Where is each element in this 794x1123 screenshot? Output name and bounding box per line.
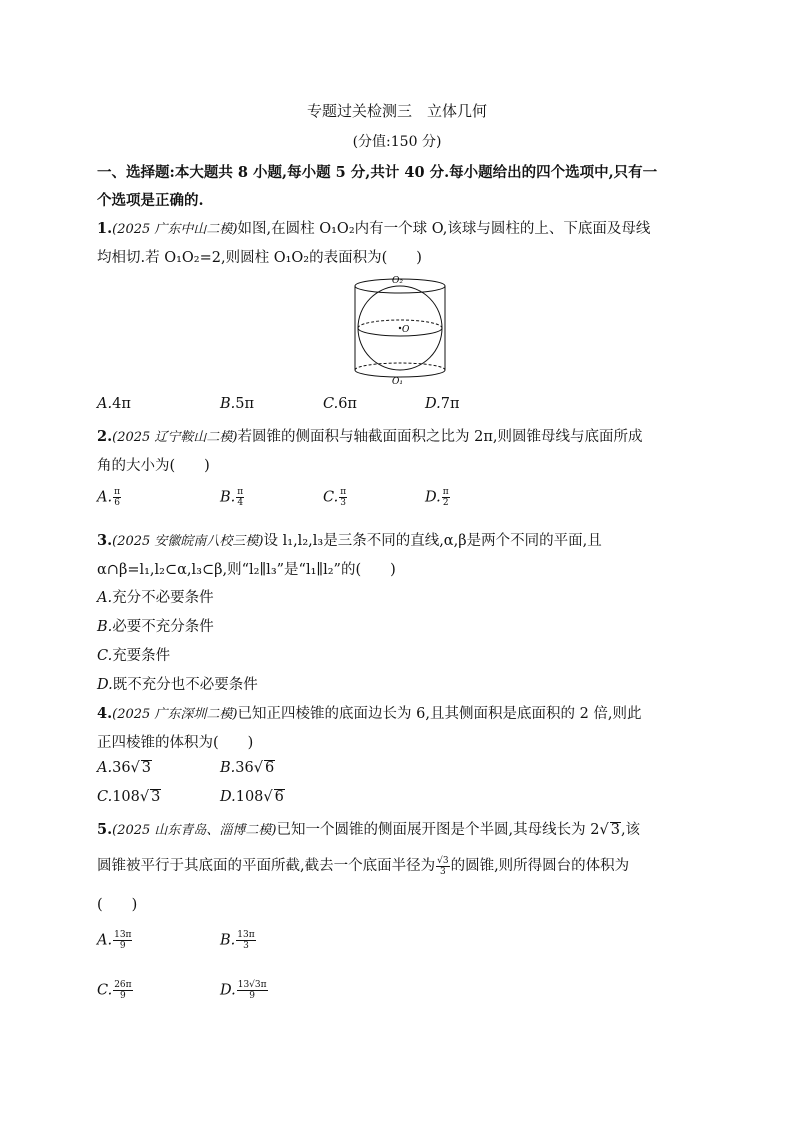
page-subtitle: (分值:150 分) [352, 134, 442, 150]
q2-source: (2025 辽宁鞍山二模) [112, 430, 238, 445]
q2-line2: 角的大小为( ) [97, 458, 210, 474]
label-o: O [402, 325, 410, 335]
q4-option-a[interactable]: A.36√ 3 [97, 760, 152, 776]
q1-text1: 如图,在圆柱 O₁O₂内有一个球 O,该球与圆柱的上、下底面及母线 [237, 221, 651, 237]
cylinder-sphere-figure [350, 270, 450, 388]
q3-option-a[interactable]: A.充分不必要条件 [97, 590, 214, 606]
q2-option-c[interactable]: C. $\frac{\pi}{3}$ [323, 487, 347, 508]
q2-number: 2. [97, 428, 113, 445]
q4-number: 4. [97, 705, 113, 722]
q4-option-c[interactable]: C.108√ 3 [97, 789, 161, 805]
q2-line1 [97, 425, 643, 446]
q5-option-a[interactable]: A. $\frac{13\pi}{9}$ [97, 930, 132, 951]
q1-option-b[interactable]: B.5π [220, 396, 255, 412]
q3-text1: 设 l₁,l₂,l₃是三条不同的直线,α,β是两个不同的平面,且 [263, 533, 602, 549]
q3-option-d[interactable]: D.既不充分也不必要条件 [97, 677, 258, 693]
q5-source: (2025 山东青岛、淄博二模) [112, 823, 277, 838]
section-heading-line2: 个选项是正确的. [97, 192, 204, 209]
q5-option-d[interactable]: D. $\frac{13√3\pi}{9}$ [220, 980, 267, 1001]
q5-line1: 5.(2025 山东青岛、淄博二模)已知一个圆锥的侧面展开图是个半圆,其母线长为 2√ 3,该 [97, 821, 641, 838]
q3-option-b[interactable]: B.必要不充分条件 [97, 619, 214, 635]
q1-number: 1. [97, 220, 113, 237]
section-heading-line1: 一、选择题:本大题共 8 小题,每小题 5 分,共计 40 分.每小题给出的四个选项中,只有一 [97, 164, 658, 181]
q4-text1: 已知正四棱锥的底面边长为 6,且其侧面积是底面积的 2 倍,则此 [237, 706, 642, 722]
cylinder-sphere-svg [350, 270, 450, 388]
q3-source: (2025 安徽皖南八校三模) [112, 534, 264, 549]
q5-option-b[interactable]: B. $\frac{13\pi}{3}$ [220, 930, 255, 951]
q1-option-c[interactable]: C.6π [323, 396, 357, 412]
q4-option-d[interactable]: D.108√ 6 [220, 789, 284, 805]
page-title: 专题过关检测三 立体几何 [306, 102, 487, 120]
q2-option-b[interactable]: B. $\frac{\pi}{4}$ [220, 487, 244, 508]
q4-line2: 正四棱锥的体积为( ) [97, 735, 254, 751]
q1-line2: 均相切.若 O₁O₂=2,则圆柱 O₁O₂的表面积为( ) [97, 250, 422, 266]
q1-option-d[interactable]: D.7π [425, 396, 460, 412]
q1-source: (2025 广东中山二模) [112, 222, 238, 237]
q1-line1 [97, 217, 650, 238]
q2-option-d[interactable]: D. $\frac{\pi}{2}$ [425, 487, 449, 508]
q3-line1 [97, 529, 602, 550]
q5-line3: ( ) [97, 897, 138, 913]
q2-option-a[interactable]: A. $\frac{\pi}{6}$ [97, 487, 121, 508]
q5-option-c[interactable]: C. $\frac{26\pi}{9}$ [97, 980, 132, 1001]
q1-option-a[interactable]: A.4π [97, 396, 131, 412]
q4-option-b[interactable]: B.36√ 6 [220, 760, 275, 776]
label-o1: O₁ [392, 377, 403, 387]
q2-text1: 若圆锥的侧面积与轴截面面积之比为 2π,则圆锥母线与底面所成 [237, 429, 643, 445]
q3-line2: α∩β=l₁,l₂⊂α,l₃⊂β,则“l₂∥l₃”是“l₁∥l₂”的( ) [97, 562, 396, 578]
q4-source: (2025 广东深圳二模) [112, 707, 238, 722]
q3-option-c[interactable]: C.充要条件 [97, 648, 171, 664]
label-o2: O₂ [392, 276, 403, 286]
q5-number: 5. [97, 821, 113, 838]
q4-line1 [97, 702, 642, 723]
q3-number: 3. [97, 532, 113, 549]
q5-line2: 圆锥被平行于其底面的平面所截,截去一个底面半径为 $\frac{√3}{3}$ 的圆锥,则所得圆台的体积为 [97, 855, 630, 877]
